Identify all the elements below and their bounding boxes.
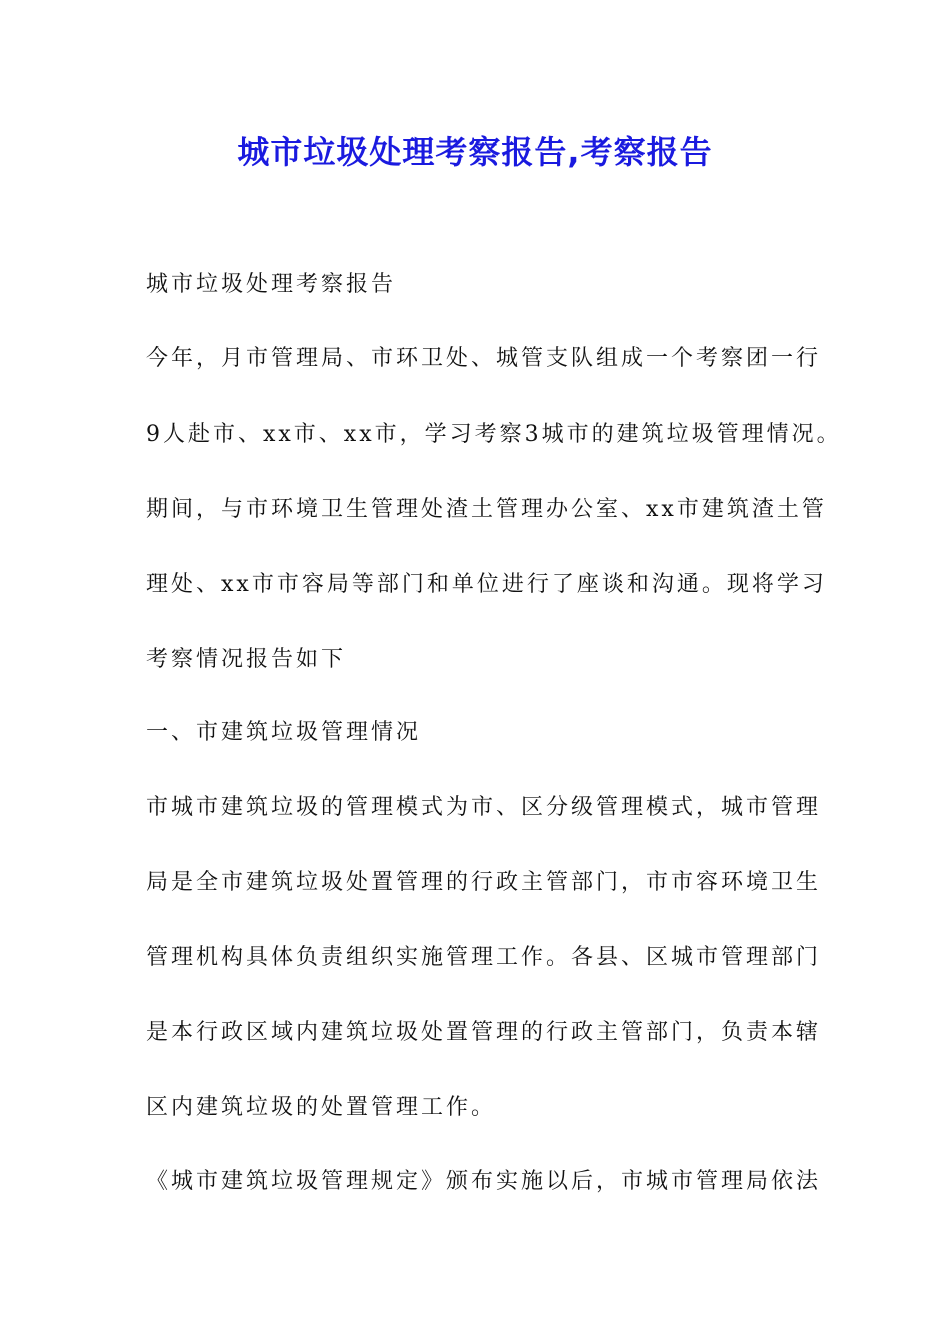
subtitle-line: 城市垃圾处理考察报告 bbox=[146, 272, 397, 297]
document-title: 城市垃圾处理考察报告,考察报告 bbox=[237, 133, 713, 171]
body-line: 管理机构具体负责组织实施管理工作。各县、区城市管理部门 bbox=[146, 945, 822, 970]
body-line: 区内建筑垃圾的处置管理工作。 bbox=[146, 1095, 497, 1120]
body-line: 是本行政区域内建筑垃圾处置管理的行政主管部门，负责本辖 bbox=[146, 1020, 822, 1045]
body-line: 局是全市建筑垃圾处置管理的行政主管部门，市市容环境卫生 bbox=[146, 870, 822, 895]
body-line: 理处、xx市市容局等部门和单位进行了座谈和沟通。现将学习 bbox=[146, 572, 827, 597]
body-line: 考察情况报告如下 bbox=[146, 647, 347, 672]
body-line: 市城市建筑垃圾的管理模式为市、区分级管理模式，城市管理 bbox=[146, 795, 822, 820]
body-line: 期间，与市环境卫生管理处渣土管理办公室、xx市建筑渣土管 bbox=[146, 497, 827, 522]
body-line: 今年，月市管理局、市环卫处、城管支队组成一个考察团一行 bbox=[146, 346, 822, 371]
section-heading: 一、市建筑垃圾管理情况 bbox=[146, 720, 422, 745]
body-line: 9人赴市、xx市、xx市，学习考察3城市的建筑垃圾管理情况。 bbox=[146, 422, 842, 447]
body-line: 《城市建筑垃圾管理规定》颁布实施以后，市城市管理局依法 bbox=[146, 1169, 822, 1194]
